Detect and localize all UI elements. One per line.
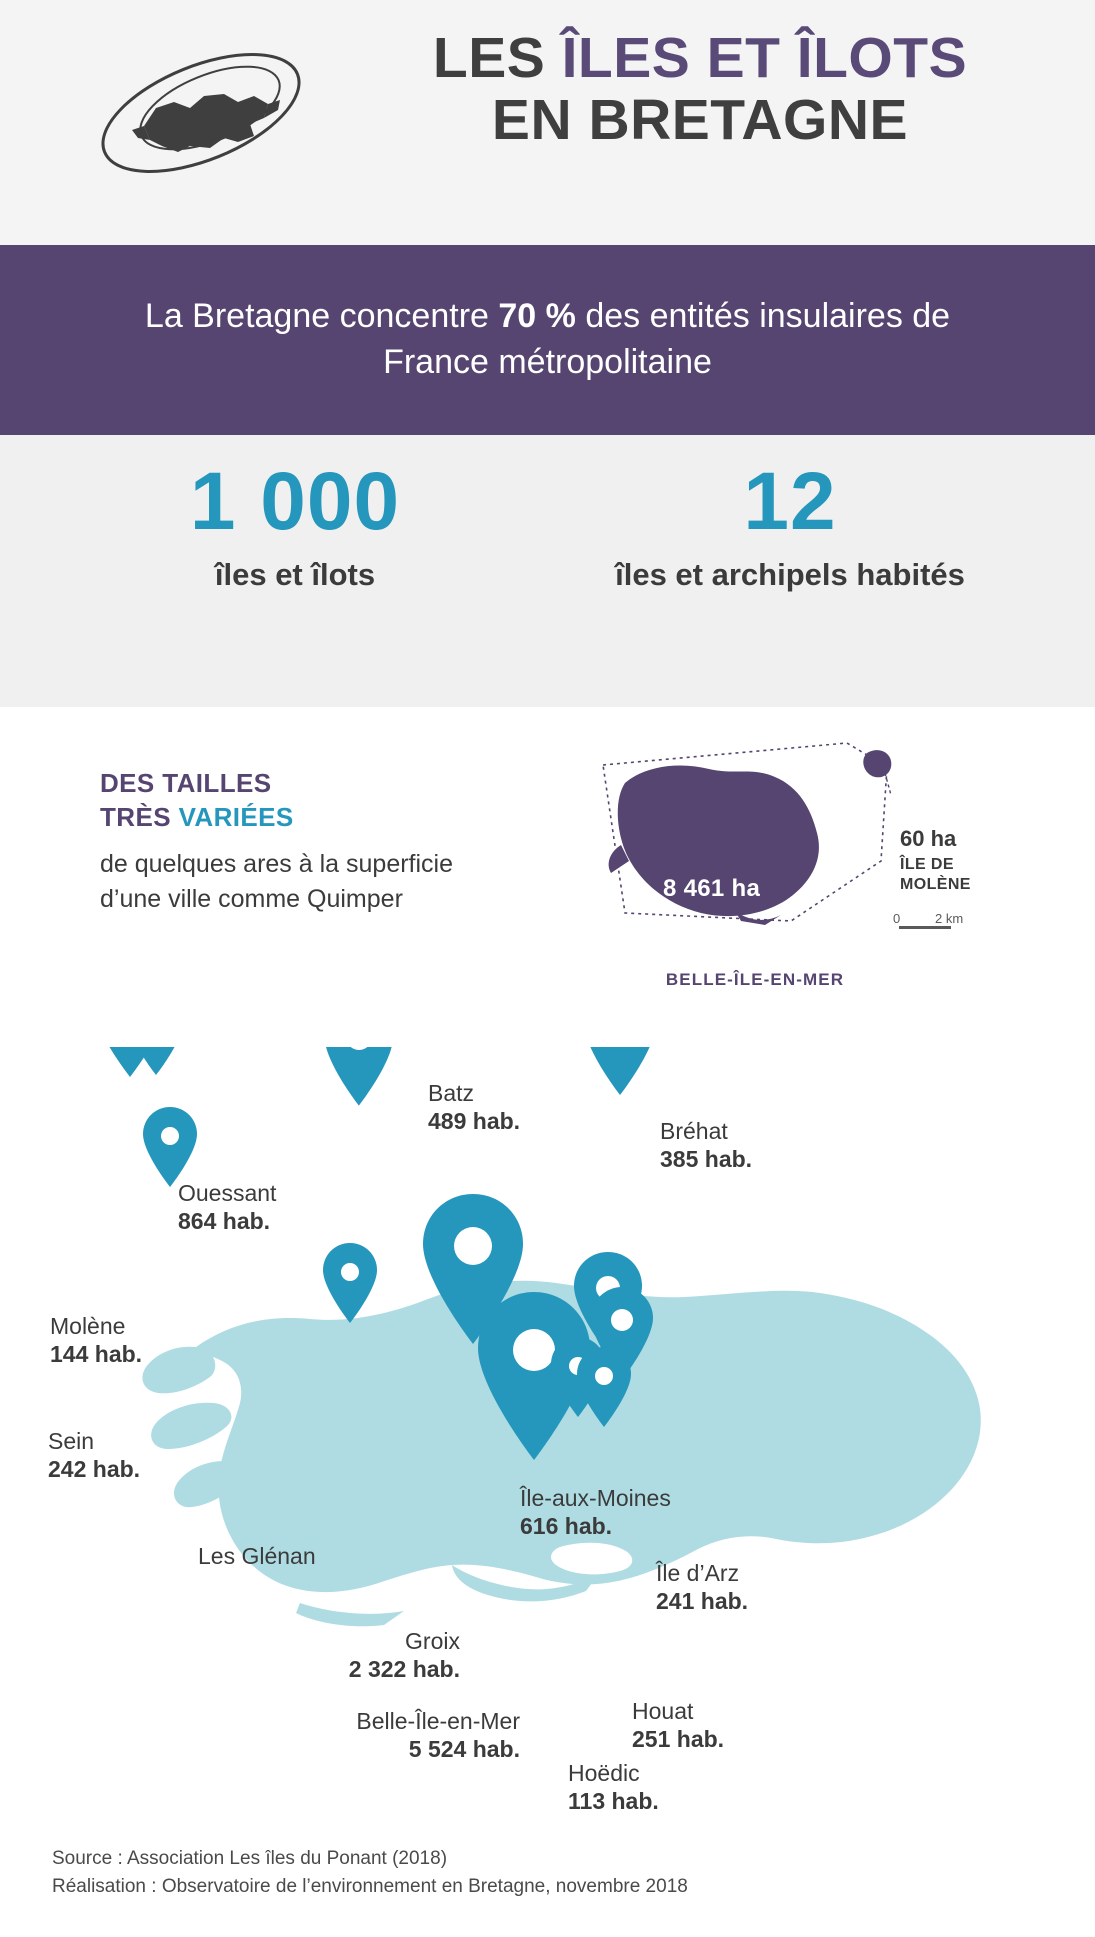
map-label-groix-name: Groix — [405, 1628, 460, 1654]
map-label-ile-darz-name: Île d’Arz — [656, 1560, 740, 1586]
key-statement-suffix: des entités insulaires de France métropolitaine — [383, 297, 951, 381]
map-label-brehat-population: 385 hab. — [660, 1146, 753, 1173]
comparison-small-island-name-line-2: MOLÈNE — [900, 876, 971, 893]
map-label-ile-darz-population: 241 hab. — [656, 1588, 749, 1615]
island-sizes-heading-line-2-prefix: TRÈS — [100, 801, 179, 832]
map-label-batz-name: Batz — [428, 1080, 475, 1106]
bretagne-region-logo — [78, 30, 328, 200]
comparison-small-area-label: 60 ha — [900, 826, 957, 851]
map-pin-batz — [325, 1047, 393, 1106]
page-title-line-1 — [360, 28, 1040, 90]
key-statement-banner — [0, 245, 1095, 435]
map-label-houat-name: Houat — [632, 1698, 694, 1724]
map-label-groix — [290, 1627, 460, 1683]
page-title — [360, 28, 1040, 151]
map-label-ouessant-name: Ouessant — [178, 1180, 277, 1206]
map-label-ile-aux-moines-population: 616 hab. — [520, 1513, 613, 1540]
map-label-molene — [50, 1312, 142, 1368]
comparison-large-island-name: BELLE-ÎLE-EN-MER — [665, 970, 845, 989]
map-pin-brehat — [584, 1047, 656, 1095]
map-label-ile-aux-moines-name: Île-aux-Moines — [520, 1485, 671, 1511]
footer-credits — [52, 1845, 952, 1900]
comparison-small-island-name — [900, 855, 971, 895]
key-statement-prefix: La Bretagne concentre — [144, 297, 499, 336]
page-header — [0, 0, 1095, 246]
map-label-les-glenan — [198, 1542, 316, 1570]
map-label-belle-ile-en-mer-name: Belle-Île-en-Mer — [356, 1708, 520, 1734]
map-label-hoedic-name: Hoëdic — [568, 1760, 640, 1786]
page-title-line-1-highlight: ÎLES ET ÎLOTS — [561, 26, 968, 90]
map-label-hoedic-population: 113 hab. — [568, 1788, 659, 1815]
map-label-sein-name: Sein — [48, 1428, 95, 1454]
island-sizes-section — [0, 707, 1095, 1047]
map-pin-les-glenan — [323, 1243, 377, 1323]
island-sizes-heading — [100, 767, 294, 835]
map-label-ile-aux-moines — [520, 1484, 671, 1540]
map-label-sein-population: 242 hab. — [48, 1456, 141, 1483]
map-label-houat-population: 251 hab. — [632, 1726, 725, 1753]
key-figure-inhabited-number: 12 — [743, 456, 837, 547]
map-label-ouessant-population: 864 hab. — [178, 1208, 271, 1235]
island-sizes-body-text: de quelques ares à la superficie d’une ville comme Quimper — [100, 850, 454, 913]
key-figure-islands — [60, 455, 530, 595]
map-label-molene-population: 144 hab. — [50, 1341, 143, 1368]
island-sizes-heading-line-2 — [100, 801, 294, 835]
comparison-large-area-label: 8 461 ha — [663, 875, 761, 902]
map-scale-line — [899, 926, 951, 929]
map-label-ile-darz — [656, 1559, 748, 1615]
island-sizes-heading-line-1: DES TAILLES — [100, 768, 272, 798]
map-label-belle-ile-en-mer-population: 5 524 hab. — [408, 1736, 520, 1763]
island-sizes-heading-highlight: VARIÉES — [178, 801, 294, 832]
island-size-comparison-map — [585, 725, 1005, 1015]
brittany-islands-map — [0, 1047, 1095, 1837]
map-scale-min: 0 — [893, 911, 901, 926]
key-figure-inhabited-label: îles et archipels habités — [615, 557, 965, 593]
map-label-groix-population: 2 322 hab. — [348, 1656, 460, 1683]
key-figure-islands-label: îles et îlots — [214, 557, 376, 593]
map-pin-sein — [143, 1107, 197, 1187]
key-figure-islands-number: 1 000 — [189, 456, 401, 547]
map-label-brehat — [660, 1117, 752, 1173]
comparison-small-island-name-line-1: ÎLE DE — [900, 856, 954, 873]
key-figure-inhabited — [555, 455, 1025, 595]
map-label-batz — [428, 1079, 520, 1135]
key-statement-text — [98, 294, 998, 386]
map-label-batz-population: 489 hab. — [428, 1108, 521, 1135]
footer-realisation: Réalisation : Observatoire de l’environnement en Bretagne, novembre 2018 — [52, 1875, 688, 1897]
footer-source: Source : Association Les îles du Ponant (2018) — [52, 1848, 448, 1869]
map-label-les-glenan-name: Les Glénan — [198, 1543, 316, 1569]
map-label-belle-ile-en-mer — [250, 1707, 520, 1763]
map-scale-max: 2 km — [935, 911, 964, 926]
map-label-brehat-name: Bréhat — [660, 1118, 728, 1144]
map-label-molene-name: Molène — [50, 1313, 126, 1339]
map-label-sein — [48, 1427, 140, 1483]
page-title-line-2: EN BRETAGNE — [491, 87, 909, 152]
map-label-hoedic — [568, 1759, 659, 1815]
map-label-houat — [632, 1697, 724, 1753]
page-title-line-1-prefix: LES — [432, 26, 562, 90]
map-label-ouessant — [178, 1179, 276, 1235]
key-figures-section — [0, 435, 1095, 707]
key-statement-highlight: 70 % — [498, 297, 576, 336]
